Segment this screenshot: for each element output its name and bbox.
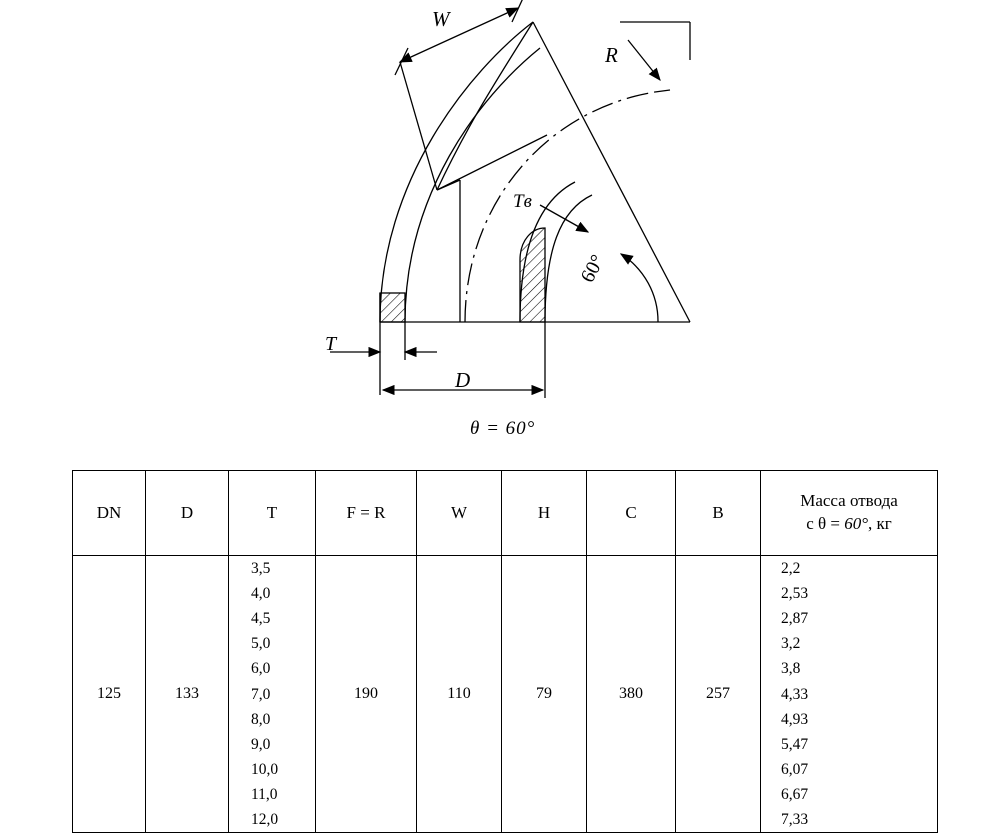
centerline-arc xyxy=(465,92,655,322)
mass-value: 5,47 xyxy=(781,735,809,753)
mass-value: 3,8 xyxy=(781,660,801,678)
t-value: 10,0 xyxy=(251,760,279,778)
header-d: D xyxy=(146,471,229,556)
w-face-bottom-edge xyxy=(437,135,547,190)
t-value: 11,0 xyxy=(251,785,278,803)
t-value: 6,0 xyxy=(251,660,271,678)
angle-arc xyxy=(621,254,658,322)
t-value: 7,0 xyxy=(251,685,271,703)
w-ext-left-long xyxy=(400,62,437,190)
t-value: 8,0 xyxy=(251,710,271,728)
label-angle-60: 60° xyxy=(576,251,610,287)
mass-value: 4,93 xyxy=(781,710,809,728)
t-value: 4,5 xyxy=(251,610,271,628)
wall-section-right xyxy=(520,228,545,322)
mass-header-angle: 60° xyxy=(844,514,869,533)
w-face-edge-right xyxy=(437,22,533,190)
label-r: R xyxy=(605,43,618,67)
mass-value: 6,67 xyxy=(781,785,809,803)
mass-header-suffix: , кг xyxy=(868,514,892,533)
header-w: W xyxy=(417,471,502,556)
label-w: W xyxy=(432,7,450,31)
tv-leader xyxy=(540,205,588,232)
label-d: D xyxy=(455,368,471,392)
t-value: 5,0 xyxy=(251,635,271,653)
w-dimension-line xyxy=(400,8,518,62)
cell-fr: 190 xyxy=(316,556,417,833)
mass-header-line1: Масса отвода xyxy=(800,491,898,511)
t-value: 9,0 xyxy=(251,735,271,753)
wall-section-left xyxy=(380,293,405,322)
header-h: H xyxy=(502,471,587,556)
t-value: 4,0 xyxy=(251,585,271,603)
t-value: 3,5 xyxy=(251,560,271,577)
specification-table xyxy=(72,470,938,833)
mass-value: 2,87 xyxy=(781,610,809,628)
table-row xyxy=(73,556,938,833)
t-value: 12,0 xyxy=(251,811,279,829)
w-ext-left xyxy=(395,48,408,75)
header-dn: DN xyxy=(73,471,146,556)
theta-caption: θ = 60° xyxy=(470,418,536,439)
w-ext-right xyxy=(512,0,524,22)
mass-value: 7,33 xyxy=(781,811,809,829)
mass-value: 3,2 xyxy=(781,635,801,653)
header-c: C xyxy=(587,471,676,556)
t-values xyxy=(229,556,315,832)
cell-h: 79 xyxy=(502,556,587,833)
label-tv: Tв xyxy=(513,191,532,212)
cell-b: 257 xyxy=(676,556,761,833)
mass-value: 6,07 xyxy=(781,760,809,778)
header-mass xyxy=(761,471,938,556)
cell-w: 110 xyxy=(417,556,502,833)
label-t: T xyxy=(325,333,337,355)
cell-c: 380 xyxy=(587,556,676,833)
cell-dn: 125 xyxy=(73,556,146,833)
top-cut-face xyxy=(533,22,690,322)
table-header-row xyxy=(73,471,938,556)
mass-values xyxy=(761,556,937,832)
header-t: T xyxy=(229,471,316,556)
mass-value: 2,2 xyxy=(781,560,801,577)
mass-header-prefix: с θ = xyxy=(806,514,845,533)
header-b: B xyxy=(676,471,761,556)
mass-value: 4,33 xyxy=(781,685,809,703)
centerline-extension xyxy=(655,90,670,92)
outer-arc-left xyxy=(380,22,533,322)
cell-mass-list xyxy=(761,556,938,833)
cell-t-list xyxy=(229,556,316,833)
r-leader xyxy=(628,40,660,80)
header-f-r: F = R xyxy=(316,471,417,556)
mass-value: 2,53 xyxy=(781,585,809,603)
cell-d: 133 xyxy=(146,556,229,833)
